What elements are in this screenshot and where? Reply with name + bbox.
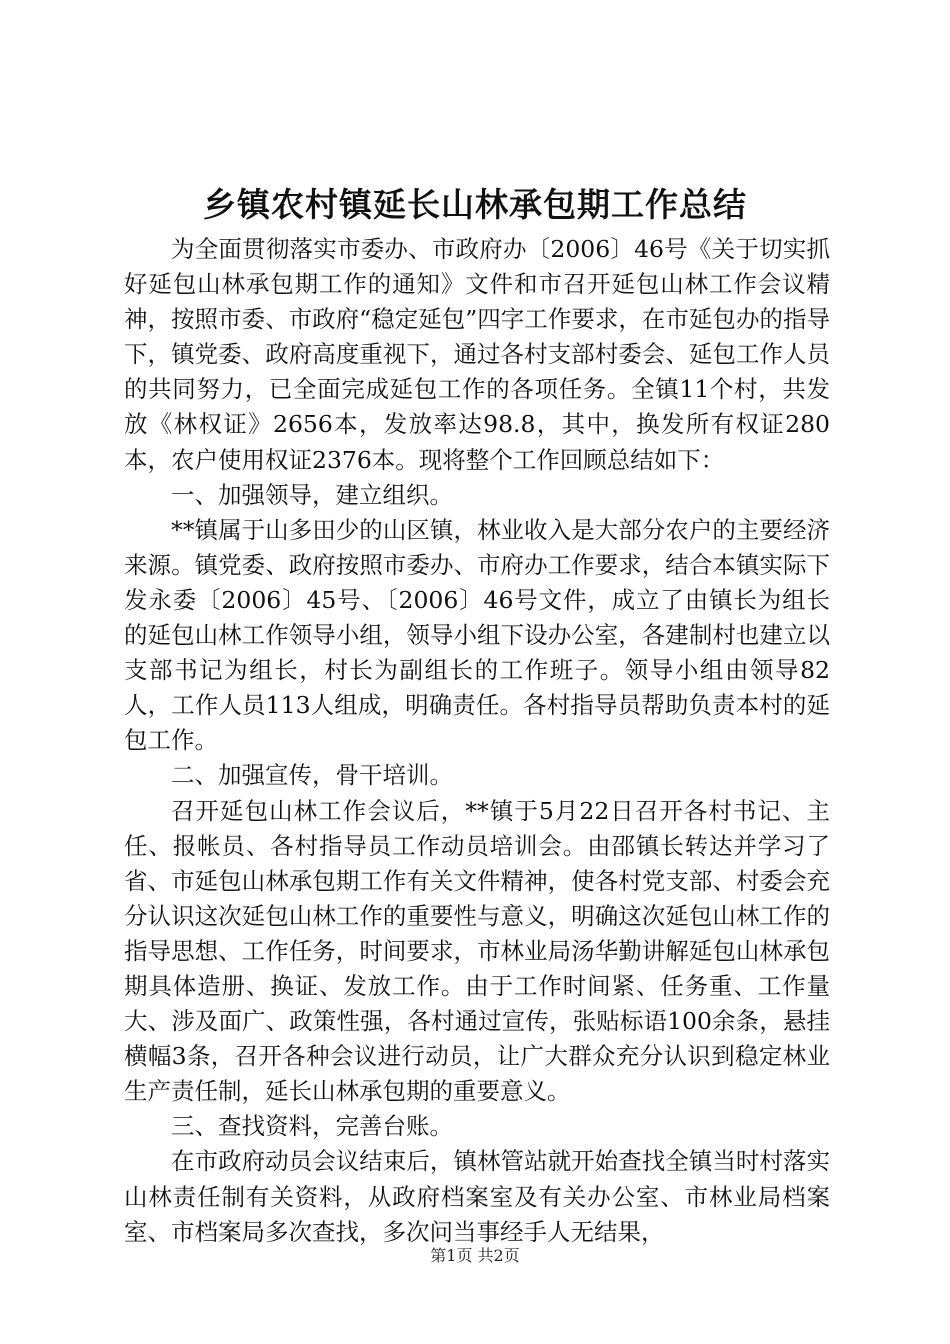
- document-title: 乡镇农村镇延长山林承包期工作总结: [203, 185, 747, 224]
- section-heading-1: 一、加强领导，建立组织。: [171, 480, 453, 509]
- section-paragraph-1: **镇属于山多田少的山区镇，林业收入是大部分农户的主要经济来源。镇党委、政府按照市委办、市府办工作要求，结合本镇实际下发永委〔2006〕45号、〔2006〕46号文件，成立了由镇长为组长的延包山林工作领导小组，领导小组下设办公室，各建制村也建立以支部书记为组长，村长为副组长的工作班子。领导小组由领导82人，工作人员113人组成，明确责任。各村指导员帮助负责本村的延包工作。: [124, 515, 830, 755]
- section-paragraph-3: 在市政府动员会议结束后，镇林管站就开始查找全镇当时村落实山林责任制有关资料，从政府档案室及有关办公室、市林业局档案室、市档案局多次查找，多次问当事经手人无结果，: [124, 1147, 830, 1246]
- document-body: [124, 232, 830, 1250]
- section-paragraph-2: 召开延包山林工作会议后，**镇于5月22日召开各村书记、主任、报帐员、各村指导员工作动员培训会。由邵镇长转达并学习了省、市延包山林承包期工作有关文件精神，使各村党支部、村委会充分认识这次延包山林工作的重要性与意义，明确这次延包山林工作的指导思想、工作任务，时间要求，市林业局汤华勤讲解延包山林承包期具体造册、换证、发放工作。由于工作时间紧、任务重、工作量大、涉及面广、政策性强，各村通过宣传，张贴标语100余条，悬挂横幅3条，召开各种会议进行动员，让广大群众充分认识到稳定林业生产责任制，延长山林承包期的重要意义。: [124, 796, 830, 1106]
- section-heading-3: 三、查找资料，完善台账。: [171, 1112, 453, 1141]
- intro-paragraph: 为全面贯彻落实市委办、市政府办〔2006〕46号《关于切实抓好延包山林承包期工作的通知》文件和市召开延包山林工作会议精神，按照市委、市政府“稳定延包”四字工作要求，在市延包办的指导下，镇党委、政府高度重视下，通过各村支部村委会、延包工作人员的共同努力，已全面完成延包工作的各项任务。全镇11个村，共发放《林权证》2656本，发放率达98.8，其中，换发所有权证280本，农户使用权证2376本。现将整个工作回顾总结如下：: [124, 235, 830, 474]
- page-footer: 第1页 共2页: [430, 1246, 520, 1265]
- section-heading-2: 二、加强宣传，骨干培训。: [171, 761, 453, 790]
